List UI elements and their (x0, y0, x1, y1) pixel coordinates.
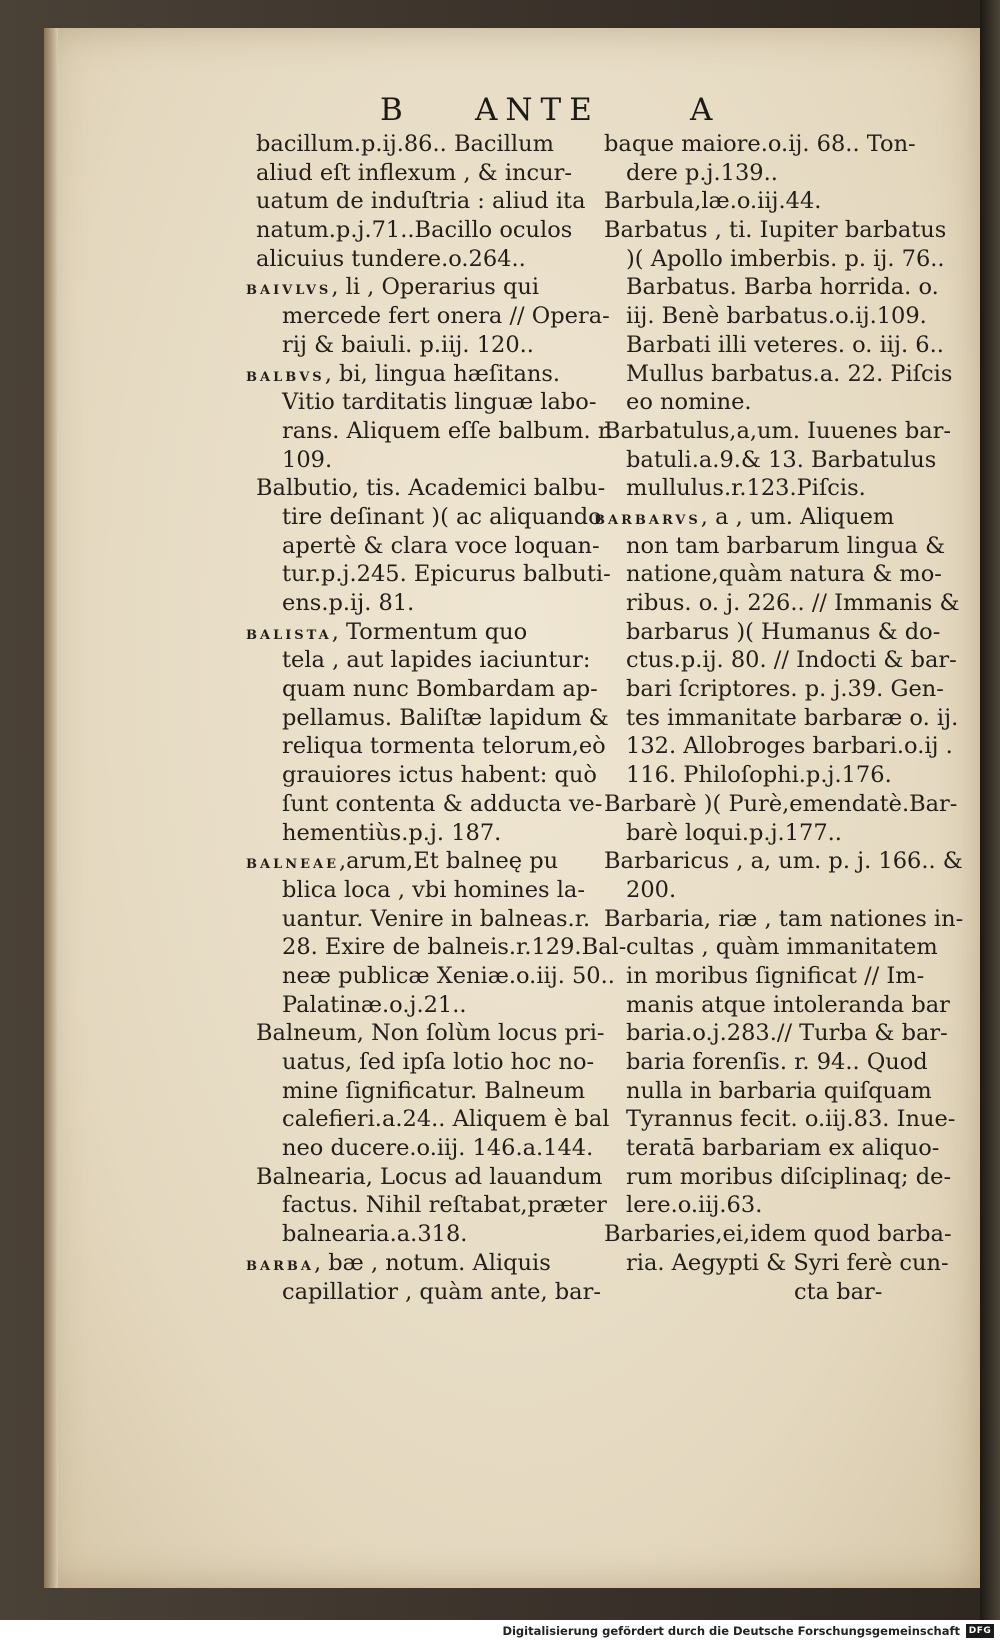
line-text: bacillum.p.ij.86.. Bacillum (256, 131, 554, 157)
line-text: eo nomine. (626, 389, 752, 416)
line-text: baria.o.j.283.// Turba & bar- (626, 1020, 948, 1047)
line-text: blica loca , vbi homines la- (282, 876, 585, 903)
line-text: aliud eſt inflexum , & incur- (256, 159, 572, 186)
line-text: manis atque intoleranda bar (626, 991, 950, 1018)
line-text: in moribus ſignificat // Im- (626, 962, 925, 989)
line-text: natum.p.j.71..Bacillo oculos (256, 217, 573, 244)
text-line (604, 876, 969, 905)
footer-credit: Digitalisierung gefördert durch die Deutsche Forschungsgemeinschaft (502, 1624, 960, 1638)
text-line (604, 589, 969, 618)
line-text: hementiùs.p.j. 187. (282, 819, 502, 846)
text-line (604, 417, 969, 446)
line-text: mercede fert onera // Opera- (282, 303, 610, 330)
line-text: Vitio tarditatis linguæ labo- (282, 389, 597, 416)
line-text: Barbatulus,a,um. Iuuenes bar- (604, 417, 952, 444)
text-line (604, 761, 969, 790)
line-text: Barbaries,ei,idem quod barba- (604, 1221, 952, 1248)
text-line (256, 819, 601, 848)
text-line (246, 360, 601, 389)
line-text: neo ducere.o.iij. 146.a.144. (282, 1135, 594, 1162)
line-text: Balneum, Non ſolùm locus pri- (256, 1020, 605, 1047)
text-line (256, 589, 601, 618)
dfg-logo: DFG (966, 1624, 994, 1638)
line-text: teratā barbariam ex aliquo- (626, 1135, 940, 1162)
text-line (256, 761, 601, 790)
line-text: Barbula,læ.o.iij.44. (604, 188, 822, 215)
text-line (246, 1249, 601, 1278)
text-line (256, 1019, 605, 1048)
line-text: ria. Aegypti & Syri ferè cun- (626, 1249, 949, 1276)
text-line (256, 532, 601, 561)
text-line (604, 1048, 969, 1077)
text-line (256, 130, 601, 159)
text-line (256, 790, 601, 819)
text-line (256, 560, 611, 589)
text-line (604, 302, 969, 331)
line-text: ,arum,Et balneę pu (339, 848, 559, 875)
running-head (380, 92, 780, 132)
line-text: 28. Exire de balneis.r.129.Bal- (282, 934, 627, 961)
line-text: balnearia.a.318. (282, 1221, 468, 1248)
running-head-right: A (690, 92, 721, 128)
text-line (246, 847, 601, 876)
line-text: , bi, lingua hæſitans. (324, 360, 561, 387)
text-line (256, 991, 601, 1020)
text-line (604, 474, 969, 503)
line-text: reliqua tormenta telorum,eò (282, 733, 606, 760)
text-line (604, 819, 969, 848)
text-line (604, 1077, 969, 1106)
line-text: barè loqui.p.j.177.. (626, 819, 842, 846)
text-line (246, 618, 601, 647)
line-text: baria forenſis. r. 94.. Quod (626, 1049, 928, 1075)
text-line (256, 245, 601, 274)
text-line (256, 905, 601, 934)
text-line (604, 704, 969, 733)
line-text: 132. Allobroges barbari.o.ij . (626, 733, 953, 760)
line-text: baque maiore.o.ij. 68.. Ton- (604, 131, 916, 157)
line-text: neæ publicæ Xeniæ.o.iij. 50.. (282, 962, 615, 989)
line-text: Barbarè )( Purè,emendatè.Bar- (604, 790, 958, 817)
text-line (256, 302, 610, 331)
line-text: ribus. o. j. 226.. // Immanis & (626, 590, 960, 616)
text-line (604, 675, 969, 704)
line-text: , Tormentum quo (331, 618, 528, 645)
line-text: bari ſcriptores. p. j.39. Gen- (626, 676, 944, 703)
line-text: rum moribus diſciplinaq; de- (626, 1163, 952, 1190)
line-text: , bæ , notum. Aliquis (313, 1249, 551, 1276)
text-line (256, 446, 601, 475)
line-text: ctus.p.ij. 80. // Indocti & bar- (626, 647, 957, 674)
text-line (594, 503, 969, 532)
line-text: cultas , quàm immanitatem (626, 934, 938, 961)
text-line (604, 905, 969, 934)
line-text: uatus, ſed ipſa lotio hoc no- (282, 1049, 595, 1075)
line-text: apertè & clara voce loquan- (282, 532, 600, 559)
entry-headword: BALISTA (246, 627, 332, 643)
line-text: calefieri.a.24.. Aliquem è bal (282, 1106, 610, 1133)
line-text: mullulus.r.123.Piſcis. (626, 475, 866, 502)
right-column (594, 130, 969, 1306)
line-text: , a , um. Aliquem (700, 503, 895, 530)
text-line (604, 1249, 969, 1278)
text-line (256, 675, 601, 704)
line-text: tela , aut lapides iaciuntur: (282, 647, 591, 674)
text-line (256, 1278, 601, 1307)
line-text: Tyrannus fecit. o.iij.83. Inue- (626, 1106, 956, 1133)
text-line (256, 503, 601, 532)
text-line (604, 1105, 969, 1134)
text-line (604, 790, 969, 819)
text-line (256, 1191, 607, 1220)
text-line (604, 1134, 969, 1163)
line-text: tire deſinant )( ac aliquando (282, 503, 602, 530)
text-line (604, 273, 969, 302)
running-head-center: ANTE (475, 92, 600, 128)
line-text: pellamus. Baliſtæ lapidum & (282, 704, 609, 731)
line-text: Balbutio, tis. Academici balbu- (256, 475, 606, 502)
text-line (604, 1019, 969, 1048)
text-line (604, 388, 969, 417)
text-line (604, 991, 969, 1020)
text-line (256, 1134, 601, 1163)
text-line (246, 273, 601, 302)
entry-headword: BALNEAE (246, 857, 340, 873)
line-text: factus. Nihil reſtabat,præter (282, 1192, 607, 1219)
text-line (256, 646, 601, 675)
text-line (604, 187, 969, 216)
text-line (604, 847, 969, 876)
line-text: ens.p.ij. 81. (282, 590, 415, 616)
text-line (604, 1278, 969, 1307)
page-gutter-shadow (44, 28, 58, 1588)
text-line (604, 1220, 969, 1249)
line-text: )( Apollo imberbis. p. ij. 76.. (626, 245, 945, 272)
text-line (604, 360, 969, 389)
digitization-footer (0, 1620, 1000, 1643)
text-line (604, 560, 969, 589)
line-text: capillatior , quàm ante, bar- (282, 1278, 601, 1305)
text-line (604, 1163, 969, 1192)
line-text: 109. (282, 446, 333, 473)
line-text: Barbaria, riæ , tam nationes in- (604, 905, 964, 932)
text-line (604, 732, 969, 761)
text-line (604, 130, 969, 159)
text-line (256, 1220, 601, 1249)
line-text: Balnearia, Locus ad lauandum (256, 1163, 603, 1190)
left-column (246, 130, 627, 1306)
line-text: grauiores ictus habent: quò (282, 762, 597, 789)
text-line (256, 417, 614, 446)
text-line (256, 1048, 601, 1077)
text-line (256, 216, 601, 245)
line-text: quam nunc Bombardam ap- (282, 676, 598, 703)
line-text: uantur. Venire in balneas.r. (282, 905, 591, 932)
line-text: rans. Aliquem eſſe balbum. r. (282, 417, 614, 444)
line-text: 116. Philoſophi.p.j.176. (626, 762, 892, 789)
line-text: dere p.j.139.. (626, 159, 778, 186)
line-text: Palatinæ.o.j.21.. (282, 991, 467, 1018)
entry-headword: BALBVS (246, 369, 325, 385)
line-text: Mullus barbatus.a. 22. Piſcis (626, 360, 953, 387)
text-line (256, 704, 609, 733)
line-text: natione,quàm natura & mo- (626, 561, 942, 588)
text-line (604, 331, 969, 360)
text-line (256, 732, 606, 761)
line-text: batuli.a.9.& 13. Barbatulus (626, 446, 937, 473)
line-text: alicuius tundere.o.264.. (256, 245, 526, 272)
text-line (256, 388, 601, 417)
line-text: 200. (626, 876, 677, 903)
text-line (256, 933, 627, 962)
line-text: rij & baiuli. p.iij. 120.. (282, 331, 534, 358)
line-text: nulla in barbaria quiſquam (626, 1077, 932, 1104)
text-line (604, 933, 969, 962)
entry-headword: BAIVLVS (246, 283, 332, 299)
text-line (604, 245, 969, 274)
text-line (604, 159, 969, 188)
line-text: mine ſignificatur. Balneum (282, 1077, 586, 1104)
text-line (604, 618, 969, 647)
line-text: cta bar- (794, 1278, 883, 1305)
line-text: ſunt contenta & adducta ve- (282, 790, 603, 817)
text-line (256, 159, 601, 188)
running-head-left: B (380, 92, 411, 128)
line-text: lere.o.iij.63. (626, 1192, 763, 1219)
text-line (256, 331, 601, 360)
line-text: Barbati illi veteres. o. iij. 6.. (626, 331, 944, 358)
line-text: Barbatus. Barba horrida. o. (626, 274, 939, 301)
line-text: Barbaricus , a, um. p. j. 166.. & (604, 848, 963, 875)
text-line (604, 1191, 969, 1220)
entry-headword: BARBA (246, 1258, 314, 1274)
line-text: barbarus )( Humanus & do- (626, 618, 941, 645)
line-text: tur.p.j.245. Epicurus balbuti- (282, 561, 611, 588)
text-line (604, 532, 969, 561)
line-text: tes immanitate barbaræ o. ij. (626, 704, 959, 731)
entry-headword: BARBARVS (594, 512, 701, 528)
page-edge (980, 0, 1000, 1620)
text-line (604, 446, 969, 475)
text-line (256, 962, 615, 991)
text-line (256, 1105, 610, 1134)
line-text: uatum de induſtria : aliud ita (256, 188, 586, 215)
text-line (256, 187, 601, 216)
text-line (604, 646, 969, 675)
text-line (256, 876, 601, 905)
text-line (604, 216, 969, 245)
line-text: non tam barbarum lingua & (626, 532, 946, 559)
line-text: , li , Operarius qui (331, 274, 540, 301)
line-text: Barbatus , ti. Iupiter barbatus (604, 217, 947, 244)
line-text: iij. Benè barbatus.o.ij.109. (626, 303, 927, 330)
text-line (256, 474, 606, 503)
text-line (256, 1163, 601, 1192)
text-line (604, 962, 969, 991)
text-line (256, 1077, 601, 1106)
